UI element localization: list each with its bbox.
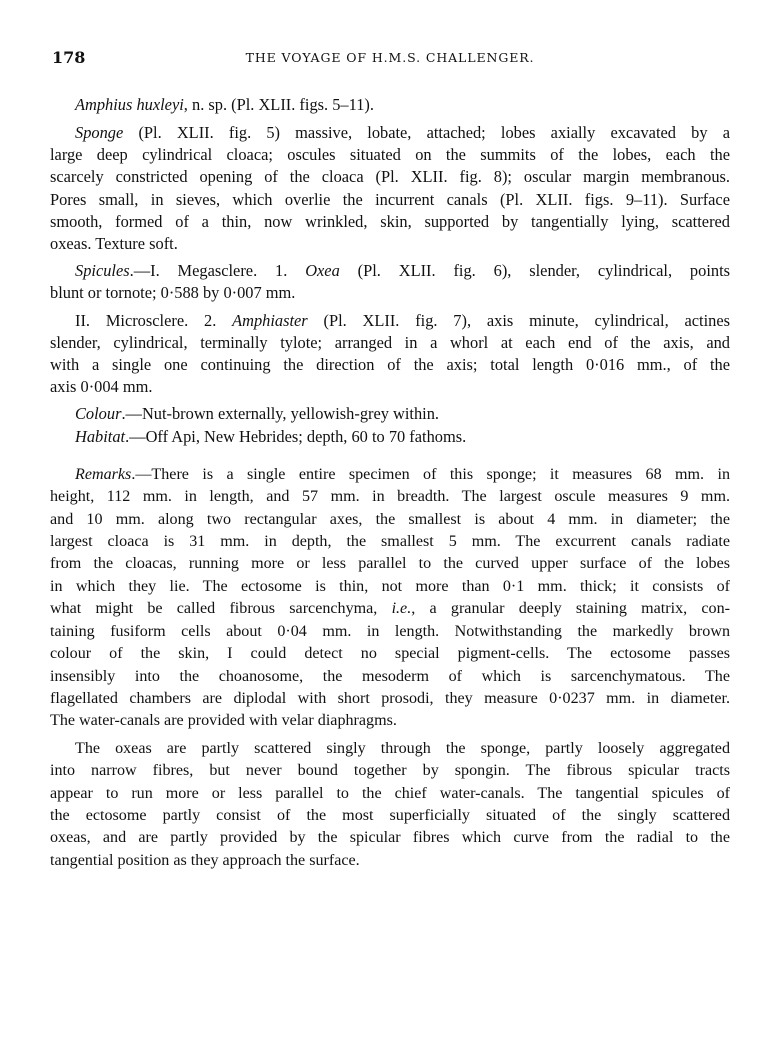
remarks-label: Remarks <box>75 465 132 483</box>
sponge-paragraph: Sponge (Pl. XLII. fig. 5) massive, lobate, attached; lobes axially excavated by a large deep cylindrical cloaca; oscules situated on the summits of the lobes, each the scarcely constricted opening of the cloaca (Pl. XLII. fig. 8); oscular margin membranous. Pores small, in sieves, which overlie the incurrent canals (Pl. XLII. figs. 9–11). Surface smooth, formed of a thin, now wrinkled, skin, supported by tangentially lying, scattered oxeas. Texture soft. <box>50 123 730 254</box>
microsclere-paragraph: II. Microsclere. 2. Amphiaster (Pl. XLII. fig. 7), axis minute, cylindrical, actines slender, cylindrical, terminally tylote; arranged in a whorl at each end of the axis, and with a single one continuing the direction of the axis; total length 0·016 mm., of the axis 0·004 mm. <box>50 310 730 397</box>
species-name: Amphius huxleyi <box>75 95 184 114</box>
spicules-label: Spicules <box>75 261 130 281</box>
oxeas-paragraph: The oxeas are partly scattered singly through the sponge, partly loosely aggregated into narrow fibres, but never bound together by spongin. The fibrous spicular tracts appear to run more or less parallel to the chief water-canals. The tangential spicules of the ectosome partly consist of the most superficially situated of the singly scattered oxeas, and are partly provided by the spicular fibres which curve from the radial to the tangential position as they approach the surface. <box>50 739 730 869</box>
colour-paragraph: Colour.—Nut-brown externally, yellowish-grey within. <box>75 404 440 424</box>
page-body <box>50 94 730 872</box>
habitat-label: Habitat <box>75 426 126 446</box>
habitat-paragraph: Habitat.—Off Api, New Hebrides; depth, 60 to 70 fathoms. <box>75 426 467 446</box>
running-title: THE VOYAGE OF H.M.S. CHALLENGER. <box>245 50 535 65</box>
remarks-paragraph: Remarks.—There is a single entire specimen of this sponge; it measures 68 mm. in height, 112 mm. in length, and 57 mm. in breadth. The largest oscule measures 9 mm. and 10 mm. along two rectangular axes, the smallest is about 4 mm. in diameter; the largest cloaca is 31 mm. in depth, the smallest 5 mm. The excurrent canals radiate from the cloacas, running more or less parallel to the curved upper surface of the lobes in which they lie. The ectosome is thin, not more than 0·1 mm. thick; it consists of what might be called fibrous sarcenchyma, i.e., a granular deeply staining matrix, con- taining fusiform cells about 0·04 mm. in length. Notwithstanding the markedly brown colour of the skin, I could detect no special pigment-cells. The ectosome passes insensibly into the choanosome, the mesoderm of which is sarcenchymatous. The flagellated chambers are diplodal with short prosodi, they measure 0·0237 mm. in diameter. The water-canals are provided with velar diaphragms. <box>50 465 730 730</box>
sponge-label: Sponge <box>75 123 124 142</box>
page-number: 178 <box>52 48 86 67</box>
colour-label: Colour <box>75 404 122 424</box>
page-header <box>52 48 728 68</box>
species-heading <box>50 94 730 116</box>
spicules-paragraph: Spicules.—I. Megasclere. 1. Oxea (Pl. XLII. fig. 6), slender, cylindrical, points blunt or tornote; 0·588 by 0·007 mm. <box>50 261 730 303</box>
species-heading-rest: , n. sp. (Pl. XLII. figs. 5–11). <box>183 95 374 114</box>
